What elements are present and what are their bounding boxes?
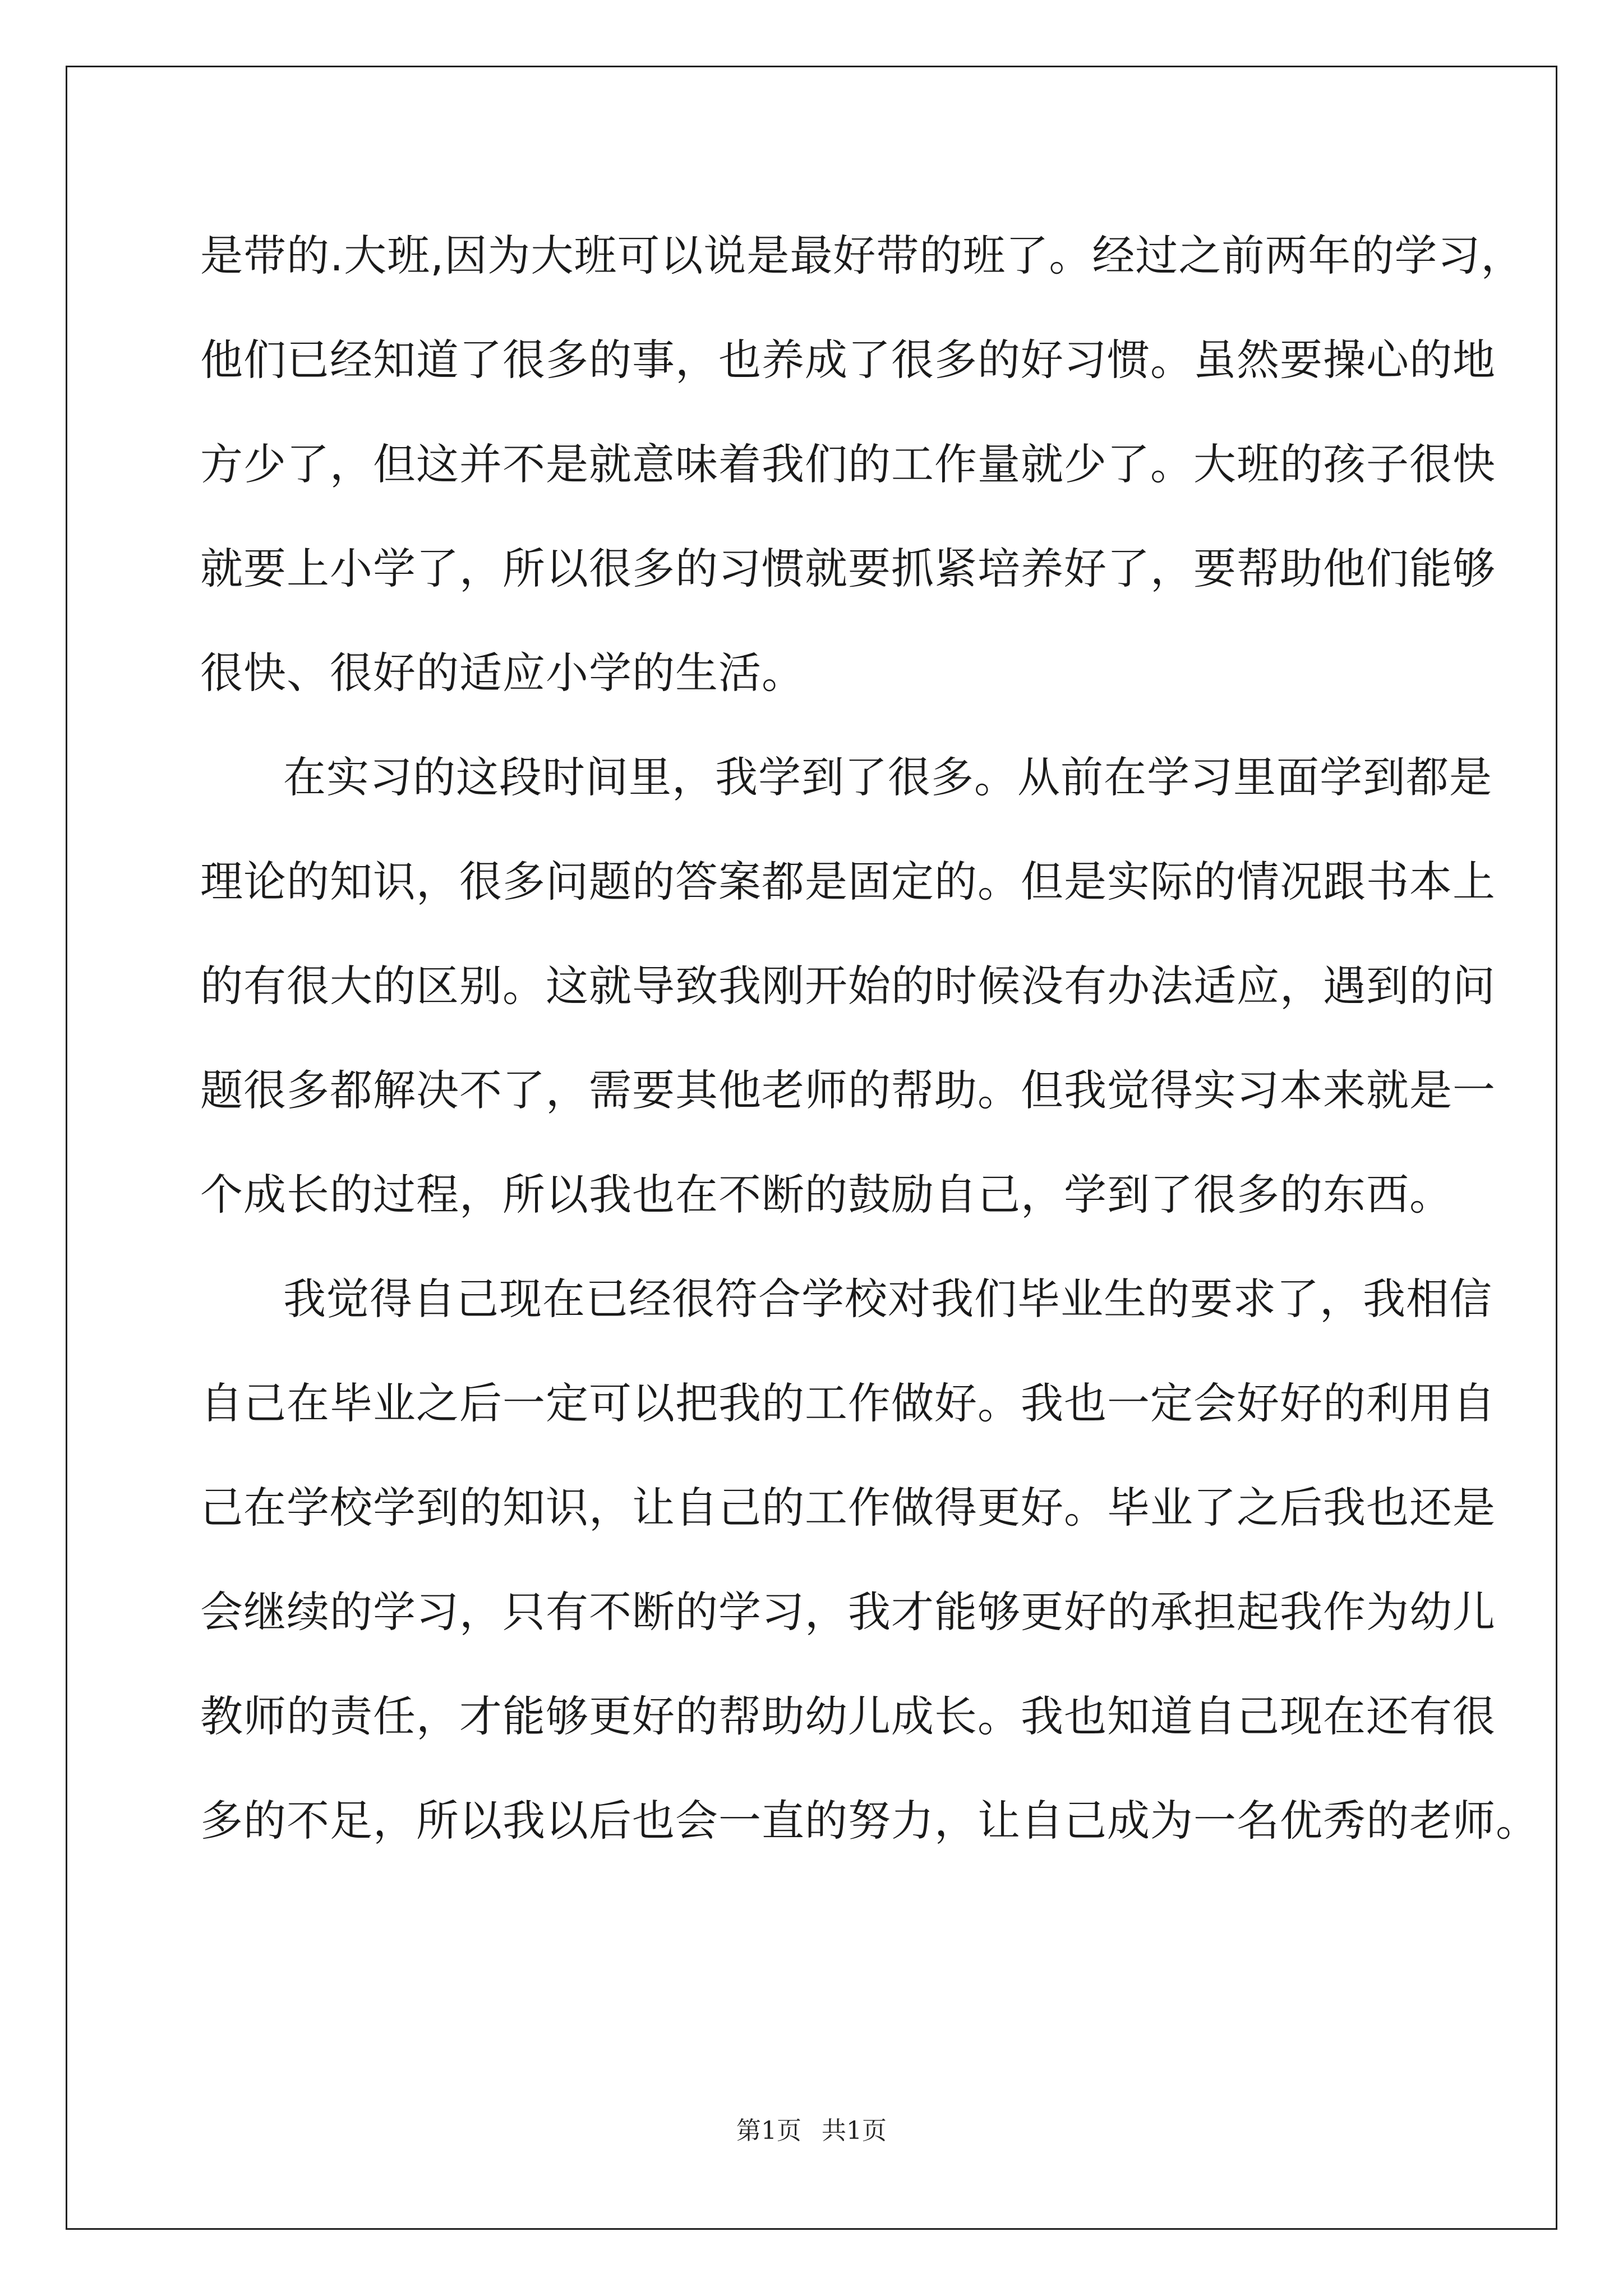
text-line: 理论的知识，很多问题的答案都是固定的。但是实际的情况跟书本上 — [200, 857, 1496, 907]
document-body — [200, 204, 1539, 1873]
text-line: 个成长的过程，所以我也在不断的鼓励自己，学到了很多的东西。 — [200, 1170, 1453, 1220]
page-number: 第1页 — [736, 2116, 801, 2145]
page-footer — [0, 2110, 1623, 2146]
paragraph-first-line: 在实习的这段时间里，我学到了很多。从前在学习里面学到都是 — [283, 752, 1492, 802]
text-line: 教师的责任，才能够更好的帮助幼儿成长。我也知道自己现在还有很 — [200, 1691, 1496, 1741]
paragraph-first-line: 我觉得自己现在已经很符合学校对我们毕业生的要求了，我相信 — [283, 1274, 1492, 1324]
text-line: 方少了，但这并不是就意味着我们的工作量就少了。大班的孩子很快 — [200, 439, 1496, 489]
text-line: 自己在毕业之后一定可以把我的工作做好。我也一定会好好的利用自 — [200, 1378, 1496, 1428]
text-line: 就要上小学了，所以很多的习惯就要抓紧培养好了，要帮助他们能够 — [200, 544, 1496, 593]
text-line: 多的不足，所以我以后也会一直的努力，让自己成为一名优秀的老师。 — [200, 1796, 1539, 1846]
text-line: 己在学校学到的知识，让自己的工作做得更好。毕业了之后我也还是 — [200, 1483, 1496, 1533]
page-total: 共1页 — [822, 2116, 887, 2145]
text-line: 的有很大的区别。这就导致我刚开始的时候没有办法适应，遇到的问 — [200, 961, 1496, 1011]
text-line: 很快、很好的适应小学的生活。 — [200, 648, 805, 698]
text-line: 他们已经知道了很多的事，也养成了很多的好习惯。虽然要操心的地 — [200, 335, 1496, 385]
text-line: 会继续的学习，只有不断的学习，我才能够更好的承担起我作为幼儿 — [200, 1587, 1496, 1637]
text-line: 是带的.大班,因为大班可以说是最好带的班了。经过之前两年的学习， — [200, 231, 1524, 280]
text-line: 题很多都解决不了，需要其他老师的帮助。但我觉得实习本来就是一 — [200, 1065, 1496, 1115]
